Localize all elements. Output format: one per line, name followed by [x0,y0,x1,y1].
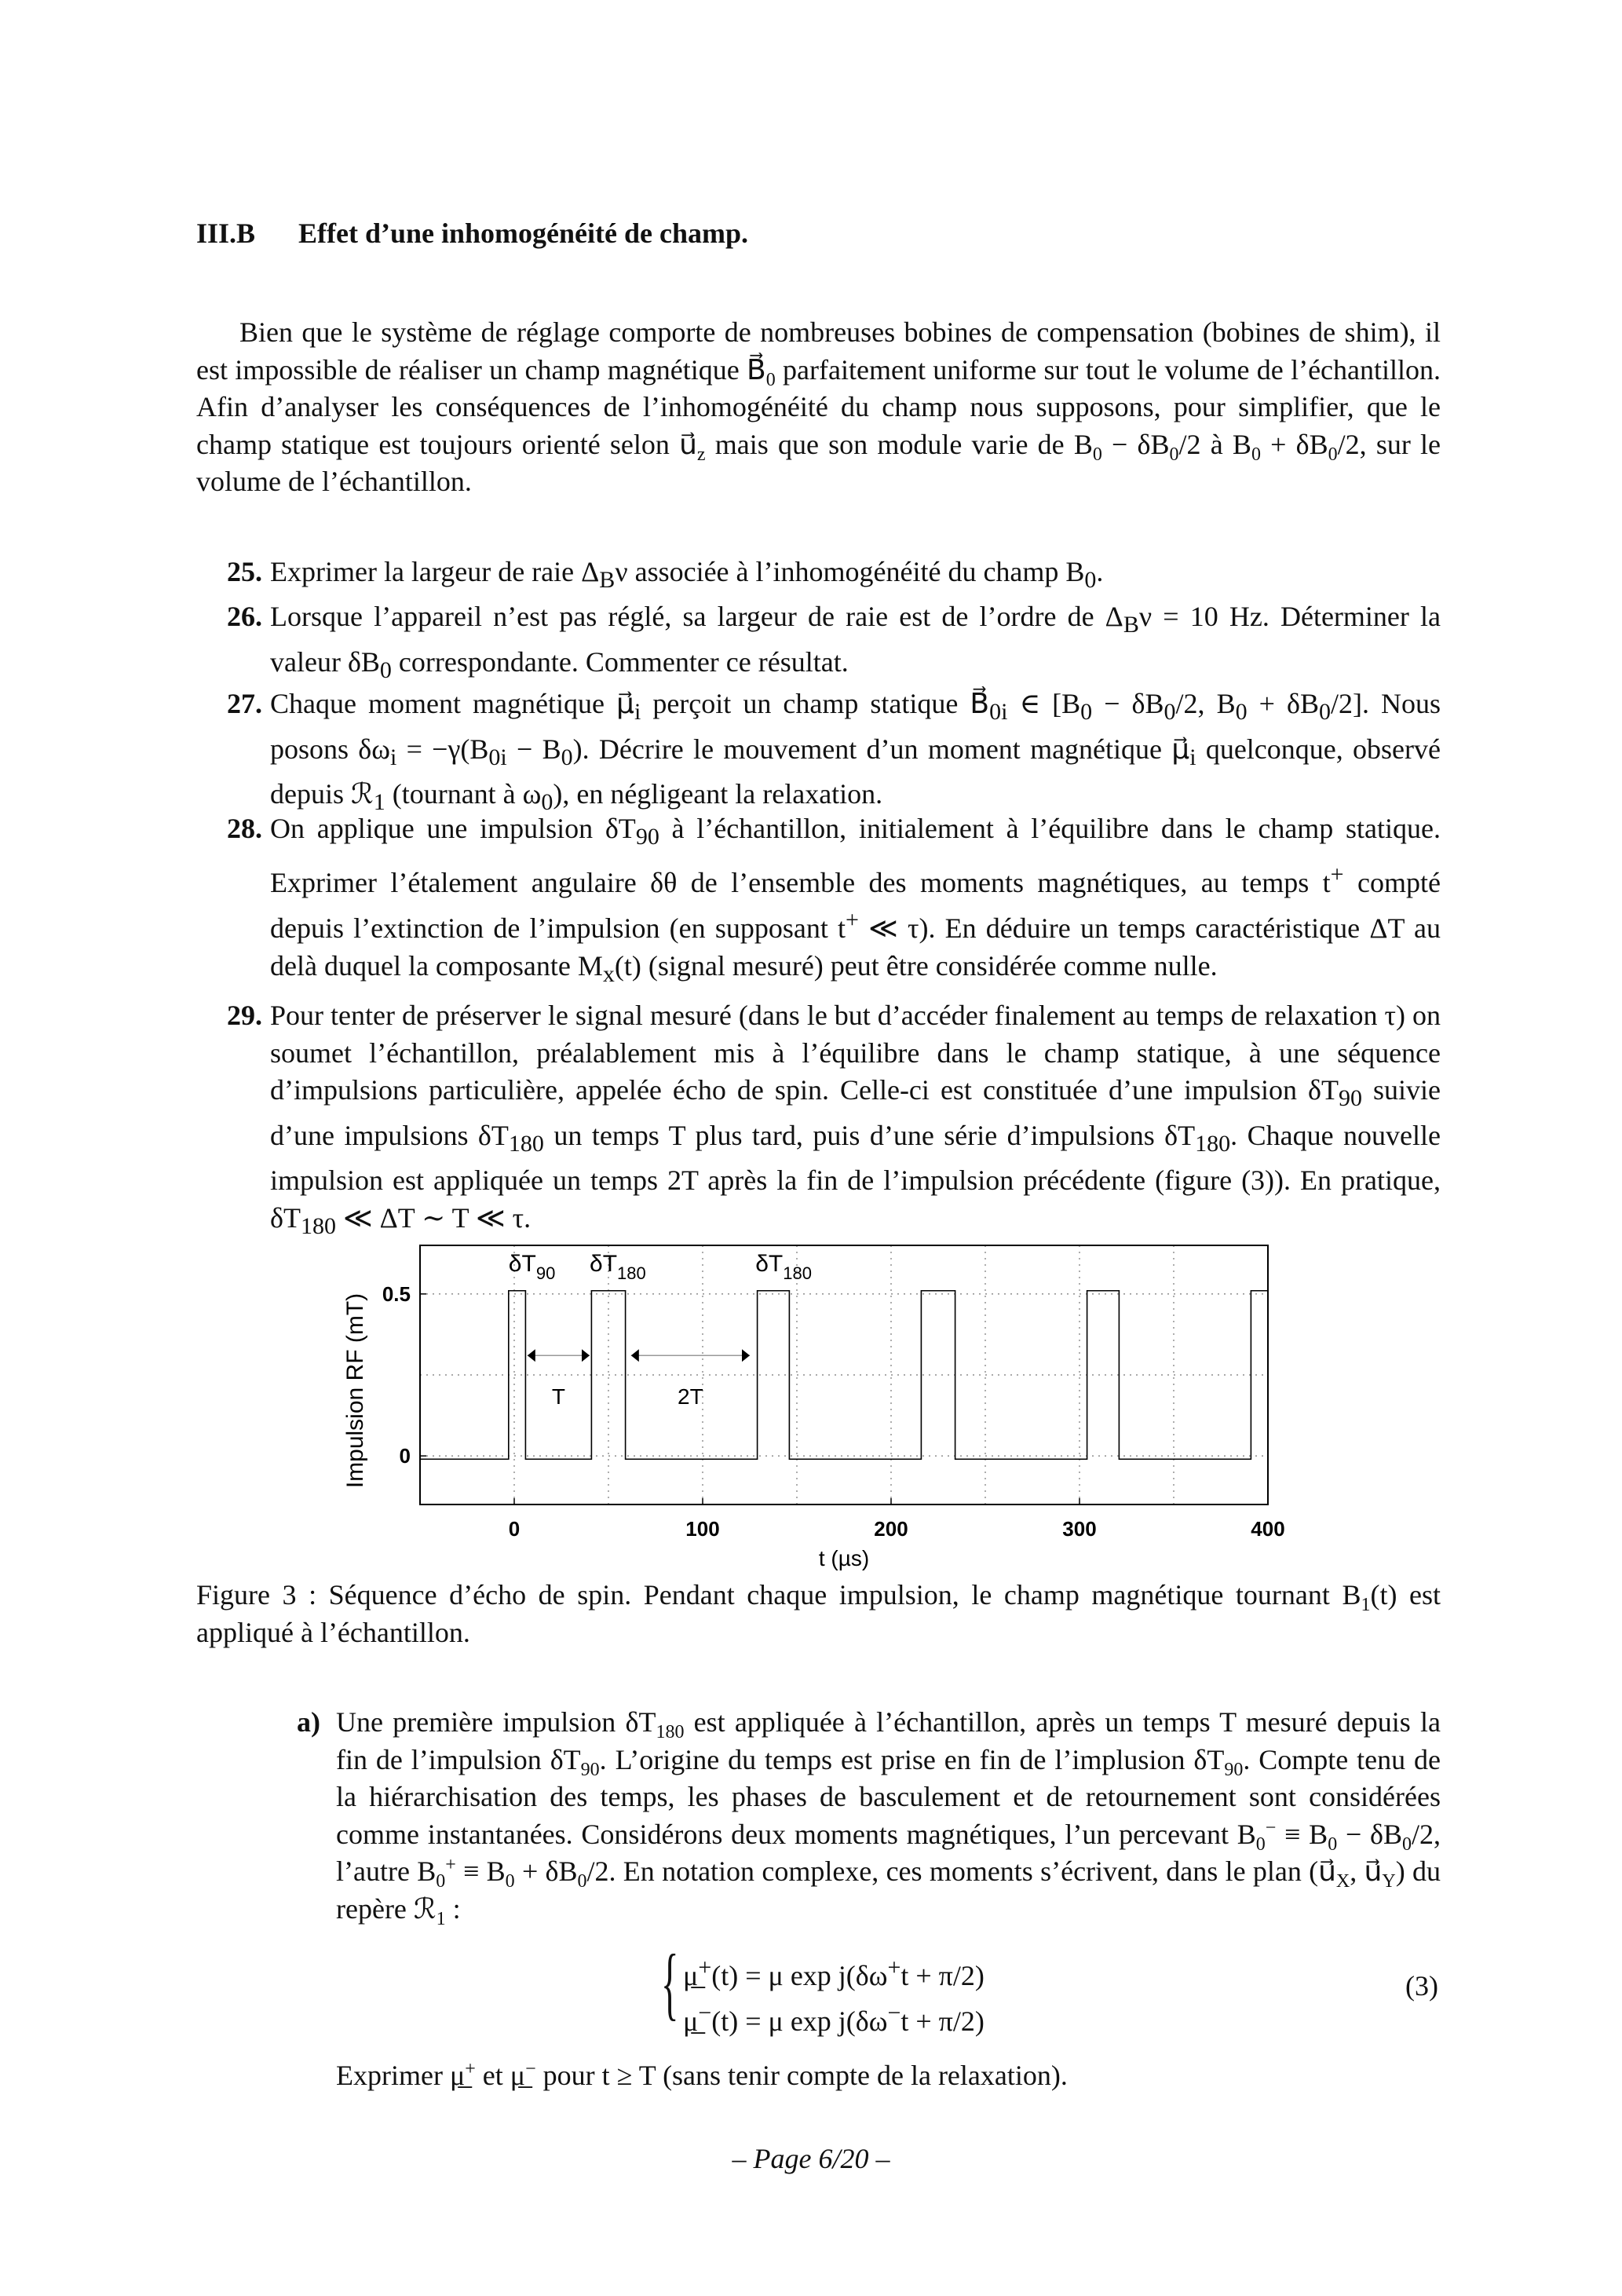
section-title: Effet d’une inhomogénéité de champ. [298,218,748,249]
equation-system [683,1949,985,2040]
question-text: Lorsque l’appareil n’est pas réglé, sa largeur de raie est de l’ordre de $\Delta_B\nu = 10$ Hz. Déterminer la valeur $\delta B_0$ correspondante. Commenter ce résultat. [270,601,1441,683]
annotations [509,1251,812,1409]
question-text: Exprimer la largeur de raie $\Delta_B\nu$ associée à l’inhomogénéité du champ $B_0$. [270,556,1104,594]
equation-line-1: μ̲+(t) = μ exp j(δω+t + π/2) [683,1954,985,1991]
question-number: 27. [227,688,262,719]
question-number: 25. [227,556,262,587]
figure-caption: Figure 3 : Séquence d’écho de spin. Pendant chaque impulsion, le champ magnétique tournant $B_1(t)$ est appliqué à l’échantillon. [196,1579,1441,1648]
question-number: 29. [227,1000,262,1031]
arrow-head-right-icon [742,1349,750,1362]
intro-paragraph: Bien que le système de réglage comporte de nombreuses bobines de compensation (bobines de shim), il est impossible de réaliser un champ magnétique $B⃗_0$ parfaitement uniforme sur tout le volume de l’échantillon. Afin d’analyser les conséquences de l’inhomogénéité du champ nous supposons, pour simplifier, que le champ statique est toujours orienté selon $u⃗_z$ mais que son module varie de $B_0 - \delta B_0/2$ à $B_0 + \delta B_0/2$, sur le volume de l’échantillon. [196,316,1441,497]
equation-number: (3) [1405,1970,1438,2002]
x-tick-label: 200 [874,1517,908,1541]
equation-brace: { [661,1938,679,2028]
subquestion-a [297,1704,1441,1928]
duration-label: T [551,1384,565,1409]
y-tick-label: 0 [399,1444,411,1468]
x-tick-label: 0 [508,1517,521,1541]
x-axis-label: t (µs) [818,1546,870,1570]
final-question: Exprimer μ̲+ et μ̲− pour t ≥ T (sans tenir compte de la relaxation). [336,2059,1068,2091]
subquestion-text: Une première impulsion $\delta T_{180}$ est appliquée à l’échantillon, après un temps T mesuré depuis la fin de l’impulsion $\delta T_{90}$. L’origine du temps est prise en fin de l’implusion $\delta T_{90}$. Compte tenu de la hiérarchisation des temps, les phases de basculement et de retournement sont considérées comme instantanées. Considérons deux moments magnétiques, l’un percevant $B_0^- \equiv B_0 - \delta B_0/2$, l’autre $B_0^+ \equiv B_0 + \delta B_0/2$. En notation complexe, ces moments s’écrivent, dans le plan ($u⃗_X$, $u⃗_Y$) du repère ℛ$_1$ : [336,1706,1441,1929]
x-tick-label: 400 [1251,1517,1285,1541]
question-number: 28. [227,813,262,844]
page-number: – Page 6/20 – [732,2143,890,2174]
x-tick-label: 100 [685,1517,720,1541]
question-text: Chaque moment magnétique $\mu⃗_i$ perçoit un champ statique $B⃗_{0i}$ ∈ [$B_0 - \delta B_0/2$, $B_0 + \delta B_0/2$]. Nous posons $\delta\omega_i = -\gamma(B_{0i} - B_0)$. Décrire le mouvement d’un moment magnétique $\mu⃗_i$ quelconque, observé depuis ℛ$_1$ (tournant à $\omega_0$), en négligeant la relaxation. [270,688,1441,816]
x-tick-label: 300 [1062,1517,1097,1541]
grid-lines [420,1245,1268,1504]
arrow-head-right-icon [582,1349,590,1362]
y-axis-label: Impulsion RF (mT) [342,1292,368,1489]
y-tick-label: 0.5 [382,1281,411,1306]
question-text: Pour tenter de préserver le signal mesuré (dans le but d’accéder finalement au temps de relaxation τ) on soumet l’échantillon, préalablement mis à l’équilibre dans le champ statique, à une séquence d’impulsions particulière, appelée écho de spin. Celle-ci est constituée d’une impulsion $\delta T_{90}$ suivie d’une impulsions $\delta T_{180}$ un temps T plus tard, puis d’une série d’impulsions $\delta T_{180}$. Chaque nouvelle impulsion est appliquée un temps 2T après la fin de l’impulsion précédente (figure (3)). En pratique, $\delta T_{180}$ ≪ ΔT ∼ T ≪ τ. [270,1000,1441,1240]
question-text: On applique une impulsion $\delta T_{90}$ à l’échantillon, initialement à l’équilibre dans le champ statique. Exprimer l’étalement angulaire δθ de l’ensemble des moments magnétiques, au temps t+ compté depuis l’extinction de l’impulsion (en supposant t+ ≪ τ). En déduire un temps caractéristique ΔT au delà duquel la composante $M_x(t)$ (signal mesuré) peut être considérée comme nulle. [270,813,1441,987]
pulse-label: $\delta T_{180}$ [755,1251,812,1283]
subquestion-label: a) [297,1706,320,1738]
question-number: 26. [227,601,262,632]
pulse-label-subscript: 180 [783,1263,812,1283]
axis-ticks [382,1282,1285,1541]
pulse-label-subscript: 90 [535,1263,556,1283]
pulse-label-subscript: 180 [617,1263,646,1283]
section-number: III.B [196,218,256,249]
pulse-label: $\delta T_{90}$ [508,1251,556,1283]
arrow-head-left-icon [528,1349,535,1362]
equation-line-2: μ̲−(t) = μ exp j(δω−t + π/2) [683,2000,985,2037]
arrow-head-left-icon [631,1349,639,1362]
pulse-label: $\delta T_{180}$ [590,1251,646,1283]
duration-label: 2T [678,1384,703,1409]
